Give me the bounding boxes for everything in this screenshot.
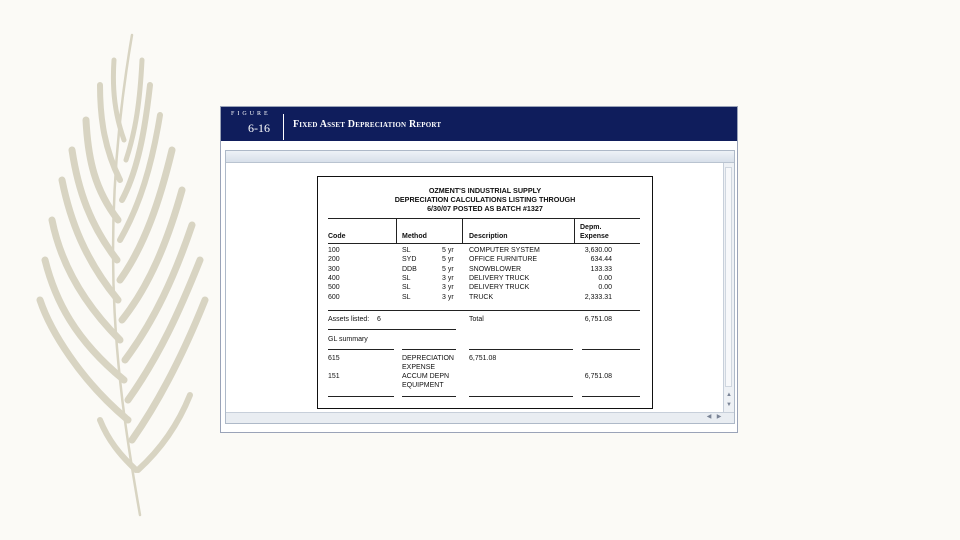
row-expense: 0.00 <box>598 284 612 292</box>
row-description: DELIVERY TRUCK <box>469 284 530 292</box>
rule-bottom-2 <box>402 396 456 397</box>
gl-debit: 6,751.08 <box>469 355 497 362</box>
row-code: 500 <box>328 284 340 292</box>
header-divider <box>283 114 284 140</box>
total-label: Total <box>469 316 484 323</box>
assets-listed-label: Assets listed: <box>328 316 370 323</box>
rule-bottom-1 <box>328 396 394 397</box>
col-header-expense-1: Depm. <box>580 224 602 231</box>
col-divider-1 <box>396 218 397 244</box>
col-header-expense-2: Expense <box>580 233 609 240</box>
rule-gl-2 <box>402 349 456 350</box>
gl-credit: 6,751.08 <box>584 373 612 380</box>
col-divider-3 <box>574 218 575 244</box>
figure-frame <box>220 106 738 433</box>
row-method: SL <box>402 274 411 282</box>
row-expense: 133.33 <box>590 265 612 273</box>
gl-description-line2: EQUIPMENT <box>402 382 444 389</box>
figure-header <box>221 107 737 141</box>
gl-description-line2: EXPENSE <box>402 364 436 371</box>
row-life: 5 yr <box>442 256 454 264</box>
row-method: SL <box>402 293 411 301</box>
row-code: 100 <box>328 247 340 254</box>
scroll-right-icon[interactable]: ▶ <box>716 414 722 420</box>
rule-bottom-3 <box>469 396 573 397</box>
rule-gl-3 <box>469 349 573 350</box>
row-description: DELIVERY TRUCK <box>469 274 530 282</box>
row-description: SNOWBLOWER <box>469 265 522 273</box>
row-expense: 0.00 <box>598 274 612 282</box>
rule-gl-4 <box>582 349 640 350</box>
depreciation-report <box>317 176 653 409</box>
row-method: SL <box>402 284 411 292</box>
figure-label: FIGURE <box>231 111 271 117</box>
col-divider-2 <box>462 218 463 244</box>
rule-bottom-4 <box>582 396 640 397</box>
rule-assets <box>328 329 456 330</box>
assets-listed-count: 6 <box>377 316 381 323</box>
window-toolbar <box>226 151 734 163</box>
row-life: 5 yr <box>442 265 454 273</box>
row-life: 3 yr <box>442 274 454 282</box>
rule-top <box>328 218 640 219</box>
scroll-left-icon[interactable]: ◀ <box>706 414 712 420</box>
gl-account: 151 <box>328 373 340 380</box>
scroll-up-icon[interactable]: ▲ <box>726 392 732 398</box>
row-description: COMPUTER SYSTEM <box>469 247 540 254</box>
col-header-description: Description <box>469 233 508 240</box>
row-expense: 634.44 <box>590 256 612 264</box>
rule-gl-1 <box>328 349 394 350</box>
report-title: DEPRECIATION CALCULATIONS LISTING THROUGH <box>394 195 576 204</box>
row-method: SYD <box>402 256 417 264</box>
row-description: OFFICE FURNITURE <box>469 256 538 264</box>
vertical-scrollbar[interactable] <box>723 163 734 414</box>
report-company: OZMENT'S INDUSTRIAL SUPPLY <box>428 186 542 195</box>
figure-title: Fixed Asset Depreciation Report <box>293 119 442 130</box>
col-header-method: Method <box>402 233 427 240</box>
report-window <box>225 150 735 424</box>
scroll-thumb[interactable] <box>725 167 732 387</box>
rule-rows-bottom <box>328 310 640 311</box>
row-method: DDB <box>402 265 417 273</box>
row-description: TRUCK <box>469 293 494 301</box>
row-expense: 3,630.00 <box>584 247 612 254</box>
col-header-code: Code <box>328 233 346 240</box>
row-code: 200 <box>328 256 340 264</box>
row-method: SL <box>402 247 411 254</box>
total-value: 6,751.08 <box>584 316 612 323</box>
scroll-down-icon[interactable]: ▼ <box>726 402 732 408</box>
row-code: 300 <box>328 265 340 273</box>
gl-description-line1: DEPRECIATION <box>402 355 454 362</box>
row-life: 3 yr <box>442 293 454 301</box>
row-code: 400 <box>328 274 340 282</box>
row-code: 600 <box>328 293 340 301</box>
gl-description-line1: ACCUM DEPN <box>402 373 450 380</box>
row-life: 5 yr <box>442 247 454 254</box>
row-expense: 2,333.31 <box>584 293 612 301</box>
horizontal-scrollbar[interactable] <box>226 412 734 423</box>
gl-summary-label: GL summary <box>328 336 368 343</box>
rule-header-bottom <box>328 243 640 244</box>
row-life: 3 yr <box>442 284 454 292</box>
report-batch: 6/30/07 POSTED AS BATCH #1327 <box>427 204 543 213</box>
figure-number: 6-16 <box>248 121 270 135</box>
gl-account: 615 <box>328 355 340 362</box>
